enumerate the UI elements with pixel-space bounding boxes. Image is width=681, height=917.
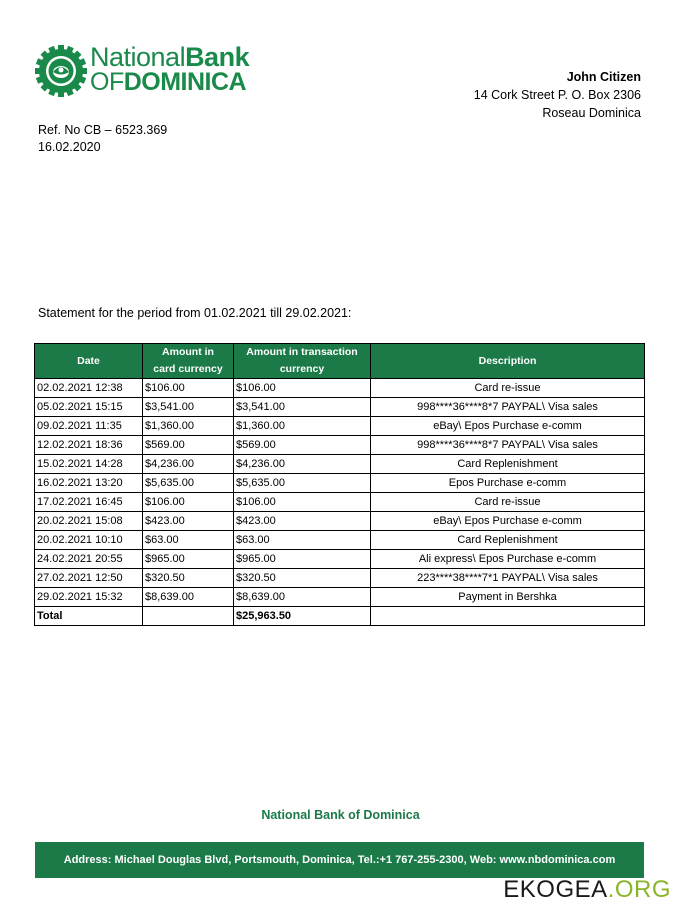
column-header-card-amount-line1: Amount in — [162, 346, 214, 358]
logo-word-bank: Bank — [185, 42, 250, 72]
cell-card-amount: $320.50 — [143, 569, 234, 588]
total-amount: $25,963.50 — [234, 607, 371, 626]
cell-transaction-amount: $965.00 — [234, 550, 371, 569]
table-row — [35, 550, 645, 569]
table-row — [35, 569, 645, 588]
logo-word-dominica: DOMINICA — [123, 68, 247, 96]
cell-date: 24.02.2021 20:55 — [35, 550, 143, 569]
cell-date: 16.02.2021 13:20 — [35, 474, 143, 493]
cell-card-amount: $4,236.00 — [143, 455, 234, 474]
cell-card-amount: $965.00 — [143, 550, 234, 569]
column-header-transaction-amount — [234, 344, 371, 379]
cell-description: eBay\ Epos Purchase e-comm — [371, 512, 645, 531]
total-description-empty — [371, 607, 645, 626]
cell-description: Card Replenishment — [371, 531, 645, 550]
reference-date: 16.02.2020 — [38, 140, 101, 154]
watermark — [503, 876, 671, 904]
cell-card-amount: $5,635.00 — [143, 474, 234, 493]
cell-card-amount: $106.00 — [143, 379, 234, 398]
table-header-row — [35, 344, 645, 379]
cell-transaction-amount: $3,541.00 — [234, 398, 371, 417]
watermark-main: EKOGEA — [503, 876, 608, 903]
recipient-address-block — [474, 68, 641, 122]
cell-description: Card re-issue — [371, 493, 645, 512]
reference-number: Ref. No CB – 6523.369 — [38, 123, 168, 137]
cell-transaction-amount: $4,236.00 — [234, 455, 371, 474]
cell-date: 05.02.2021 15:15 — [35, 398, 143, 417]
cell-description: Ali express\ Epos Purchase e-comm — [371, 550, 645, 569]
table-row — [35, 531, 645, 550]
table-row — [35, 588, 645, 607]
cell-description: Card Replenishment — [371, 455, 645, 474]
table-row — [35, 379, 645, 398]
column-header-card-amount-line2: card currency — [153, 363, 223, 375]
cell-description: eBay\ Epos Purchase e-comm — [371, 417, 645, 436]
bank-logo — [34, 42, 254, 98]
column-header-description: Description — [371, 344, 645, 379]
cell-description: 223****38****7*1 PAYPAL\ Visa sales — [371, 569, 645, 588]
cell-date: 09.02.2021 11:35 — [35, 417, 143, 436]
cell-card-amount: $106.00 — [143, 493, 234, 512]
cell-transaction-amount: $5,635.00 — [234, 474, 371, 493]
total-card-amount-empty — [143, 607, 234, 626]
cell-card-amount: $1,360.00 — [143, 417, 234, 436]
cell-date: 20.02.2021 15:08 — [35, 512, 143, 531]
cell-card-amount: $569.00 — [143, 436, 234, 455]
table-row — [35, 455, 645, 474]
statement-table — [34, 343, 645, 626]
cell-transaction-amount: $320.50 — [234, 569, 371, 588]
footer-address-bar — [35, 842, 644, 878]
statement-period: Statement for the period from 01.02.2021 till 29.02.2021: — [38, 306, 352, 320]
recipient-address-line2: Roseau Dominica — [542, 106, 641, 120]
column-header-card-amount — [143, 344, 234, 379]
cell-card-amount: $423.00 — [143, 512, 234, 531]
logo-word-of: OF — [90, 68, 124, 96]
cell-date: 27.02.2021 12:50 — [35, 569, 143, 588]
cell-card-amount: $3,541.00 — [143, 398, 234, 417]
table-total-row — [35, 607, 645, 626]
footer-bank-name: National Bank of Dominica — [261, 808, 420, 822]
cell-card-amount: $8,639.00 — [143, 588, 234, 607]
cell-date: 29.02.2021 15:32 — [35, 588, 143, 607]
logo-word-national: National — [90, 42, 186, 72]
footer-address: Address: Michael Douglas Blvd, Portsmouth, Dominica, Tel.:+1 767-255-2300, Web: www.nbdominica.com — [63, 854, 616, 866]
recipient-address-line1: 14 Cork Street P. O. Box 2306 — [473, 88, 641, 102]
table-row — [35, 512, 645, 531]
cell-transaction-amount: $63.00 — [234, 531, 371, 550]
cell-transaction-amount: $8,639.00 — [234, 588, 371, 607]
logo-wordmark — [90, 44, 249, 95]
cell-description: 998****36****8*7 PAYPAL\ Visa sales — [371, 398, 645, 417]
cell-description: 998****36****8*7 PAYPAL\ Visa sales — [371, 436, 645, 455]
cell-transaction-amount: $423.00 — [234, 512, 371, 531]
table-row — [35, 436, 645, 455]
cell-transaction-amount: $1,360.00 — [234, 417, 371, 436]
cell-transaction-amount: $106.00 — [234, 379, 371, 398]
cell-description: Payment in Bershka — [371, 588, 645, 607]
table-row — [35, 417, 645, 436]
cell-transaction-amount: $106.00 — [234, 493, 371, 512]
watermark-suffix: .ORG — [607, 876, 671, 903]
recipient-name: John Citizen — [566, 70, 641, 84]
column-header-date: Date — [35, 344, 143, 379]
cell-card-amount: $63.00 — [143, 531, 234, 550]
reference-block — [38, 122, 167, 156]
cell-date: 17.02.2021 16:45 — [35, 493, 143, 512]
cell-transaction-amount: $569.00 — [234, 436, 371, 455]
cell-date: 20.02.2021 10:10 — [35, 531, 143, 550]
statement-table-body — [35, 379, 645, 626]
column-header-trx-amount-line1: Amount in transaction — [246, 346, 358, 358]
cell-date: 02.02.2021 12:38 — [35, 379, 143, 398]
table-row — [35, 398, 645, 417]
cell-date: 12.02.2021 18:36 — [35, 436, 143, 455]
total-label: Total — [35, 607, 143, 626]
cell-date: 15.02.2021 14:28 — [35, 455, 143, 474]
table-row — [35, 474, 645, 493]
cell-description: Card re-issue — [371, 379, 645, 398]
gear-emblem-icon — [34, 44, 88, 98]
cell-description: Epos Purchase e-comm — [371, 474, 645, 493]
column-header-trx-amount-line2: currency — [279, 363, 325, 375]
table-row — [35, 493, 645, 512]
